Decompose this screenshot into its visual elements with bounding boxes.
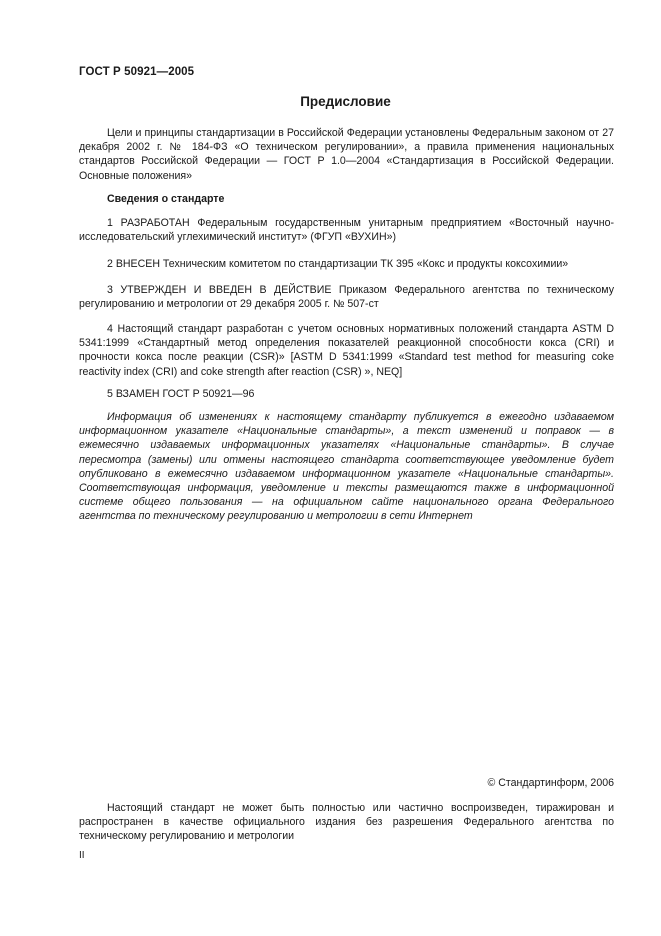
page-number: II [79,850,85,861]
item-3 [79,283,614,311]
item-1 [79,216,614,244]
list-item: 5 ВЗАМЕН ГОСТ Р 50921—96 [107,388,255,400]
item-5 [79,387,614,401]
info-paragraph: Информация об изменениях к настоящему стандарту публикуется в ежегодно издаваемом информационном указателе «Национальные стандарты», а текст изменений и поправок — в ежемесячно издаваемых информационных указателях «Национальные стандарты». В случае пересмотра (замены) или отмены настоящего стандарта соответствующее уведомление будет опубликовано в ежемесячно издаваемом информационном указателе «Национальные стандарты». Соответствующая информация, уведомление и тексты размещаются также в информационной системе общего пользования — на официальном сайте национального органа Федерального агентства по техническому регулированию и метрологии в сети Интернет [79,411,614,523]
reproduction-notice [79,801,614,844]
document-header: ГОСТ Р 50921—2005 [79,66,195,78]
list-item: 2 ВНЕСЕН Техническим комитетом по стандартизации ТК 395 «Кокс и продукты коксохимии» [107,258,569,270]
info-section [79,410,614,524]
list-item: 3 УТВЕРЖДЕН И ВВЕДЕН В ДЕЙСТВИЕ Приказом Федерального агентства по техническому регулированию и метрологии от 29 декабря 2005 г. № 507-ст [79,284,614,311]
intro-paragraph: Цели и принципы стандартизации в Российской Федерации установлены Федеральным законом от 27 декабря 2002 г. № 184-ФЗ «О техническом регулировании», а правила применения национальных стандартов Российской Федерации — ГОСТ Р 1.0—2004 «Стандартизация в Российской Федерации. Основные положения» [79,127,614,182]
intro-section [79,126,614,183]
item-4 [79,322,614,379]
list-item: 4 Настоящий стандарт разработан с учетом основных нормативных положений стандарта ASTM D 5341:1999 «Стандартный метод определения показателей реакционной способности кокса (CRI) и прочности кокса после реакции (CSR)» [ASTM D 5341:1999 «Standard test method for measuring coke reactivity index (CRI) and coke strength after reaction (CSR) », NEQ] [79,323,614,378]
section-subhead: Сведения о стандарте [107,193,225,205]
list-item: 1 РАЗРАБОТАН Федеральным государственным унитарным предприятием «Восточный научно-исследовательский углехимический институт» (ФГУП «ВУХИН») [79,217,614,244]
item-2 [79,257,614,271]
notice-paragraph: Настоящий стандарт не может быть полностью или частично воспроизведен, тиражирован и распространен в качестве официального издания без разрешения Федерального агентства по техническому регулированию и метрологии [79,802,614,843]
copyright-notice: © Стандартинформ, 2006 [487,777,614,789]
page-title: Предисловие [300,94,391,109]
